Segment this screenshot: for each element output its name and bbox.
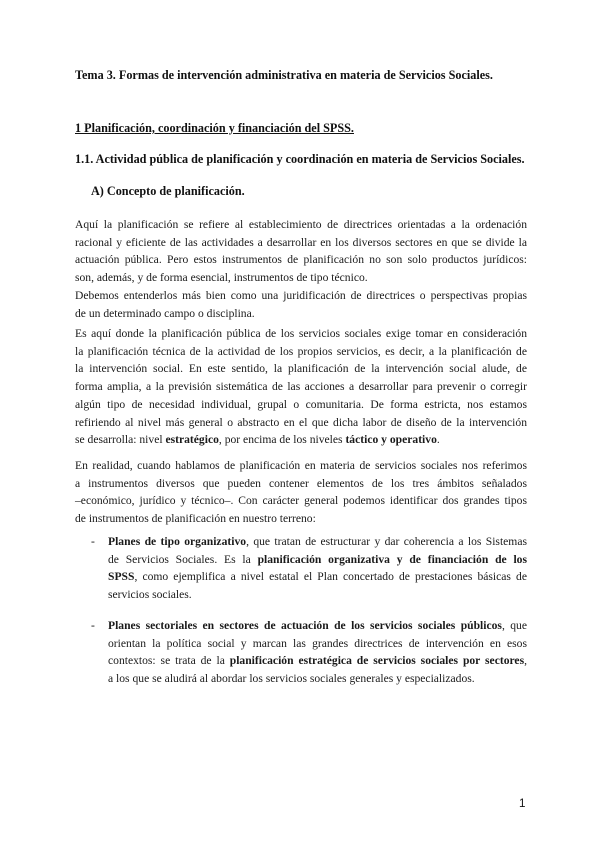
bold-term-tactico: táctico y operativo (345, 433, 437, 447)
bullet-item-sectoriales (108, 617, 527, 688)
paragraph-line: Es aquí donde la planificación pública de los servicios sociales exige tomar en consideración (75, 327, 527, 340)
bullet-line: a los que se aludirá al abordar los servicios sociales generales y especializados. (108, 672, 475, 686)
paragraph-line (75, 431, 527, 449)
text-run: , por encima de los niveles (218, 433, 346, 447)
text-run: , que (501, 619, 527, 632)
paragraph-line: son, además, y de forma esencial, instrumentos de tipo técnico. (75, 271, 368, 285)
paragraph-line: –económico, jurídico y técnico–. Con carácter general podemos identificar dos grandes tipos (75, 494, 527, 508)
bullet-line (108, 533, 527, 551)
text-run: , que tratan de estructurar y dar coherencia a los Sistemas (246, 535, 527, 548)
paragraph-line: algún tipo de necesidad individual, grupal o comunitaria. De forma estricta, nos estamos (75, 397, 527, 411)
paragraph-line: Aquí la planificación se refiere al establecimiento de directrices orientadas a la ordenación (75, 218, 527, 231)
paragraph-3 (75, 457, 527, 528)
tema-title: Tema 3. Formas de intervención administrativa en materia de Servicios Sociales. (75, 68, 493, 82)
bold-term: Planes sectoriales en sectores de actuación de los servicios sociales públicos (108, 619, 502, 632)
paragraph-line: En realidad, cuando hablamos de planificación en materia de servicios sociales nos referimos (75, 459, 527, 472)
bullet-line (108, 652, 527, 670)
bold-term: SPSS (108, 570, 135, 584)
bold-term: planificación estratégica de servicios sociales por sectores (229, 654, 525, 668)
text-run: , (524, 654, 527, 668)
page-number: 1 (519, 797, 526, 810)
paragraph-line: refiriendo al nivel más general o abstracto en el que dicha labor de diseño de la intervención (75, 415, 527, 429)
paragraph-line: de un determinado campo o disciplina. (75, 306, 255, 320)
bullet-line (108, 617, 527, 635)
paragraph-line: la intervención social. En este sentido, la planificación de la intervención social alude, de (75, 362, 527, 376)
paragraph-1 (75, 216, 527, 322)
bold-term: planificación organizativa y de financiación de los (257, 552, 527, 566)
paragraph-line: racional y eficiente de las actividades a desarrollar en los diversos sectores en que se divide la (75, 235, 527, 249)
bullet-line: servicios sociales. (108, 588, 192, 602)
text-run: contextos: se trata de la (108, 654, 230, 668)
bold-term: Planes de tipo organizativo (108, 535, 247, 548)
text-run: , como ejemplifica a nivel estatal el Plan concertado de prestaciones básicas de (134, 570, 527, 584)
text-run: de Servicios Sociales. Es la (108, 552, 258, 566)
bullet-line (108, 568, 527, 586)
bold-term-estrategico: estratégico (165, 433, 219, 447)
text-run: . (436, 433, 440, 447)
subsection-heading: 1.1. Actividad pública de planificación y coordinación en materia de Servicios Sociales. (75, 152, 525, 166)
bullet-item-organizativo (108, 533, 527, 604)
section-heading: 1 Planificación, coordinación y financiación del SPSS. (75, 121, 354, 135)
subsection-a-heading: A) Concepto de planificación. (91, 184, 245, 198)
paragraph-line: actuación pública. Pero estos instrumentos de planificación no son solo productos jurídicos: (75, 253, 527, 267)
bullet-line (108, 551, 527, 569)
paragraph-2 (75, 325, 527, 449)
paragraph-line: a instrumentos diversos que pueden contener elementos de los tres ámbitos señalados (75, 476, 527, 490)
paragraph-line: de instrumentos de planificación en nuestro terreno: (75, 512, 316, 526)
text-run: se desarrolla: nivel (75, 433, 166, 447)
bullet-dash: - (91, 619, 95, 632)
bullet-dash: - (91, 535, 95, 548)
paragraph-line: Debemos entenderlos más bien como una juridificación de directrices o perspectivas propias (75, 288, 527, 302)
bullet-line: orientan la política social y marcan las grandes directrices de intervención en esos (108, 636, 527, 650)
paragraph-line: la planificación técnica de la actividad de los propios servicios, es decir, a la planificación de (75, 344, 527, 358)
paragraph-line: forma amplia, a la previsión sistemática de las acciones a desarrollar para prevenir o corregir (75, 380, 527, 394)
